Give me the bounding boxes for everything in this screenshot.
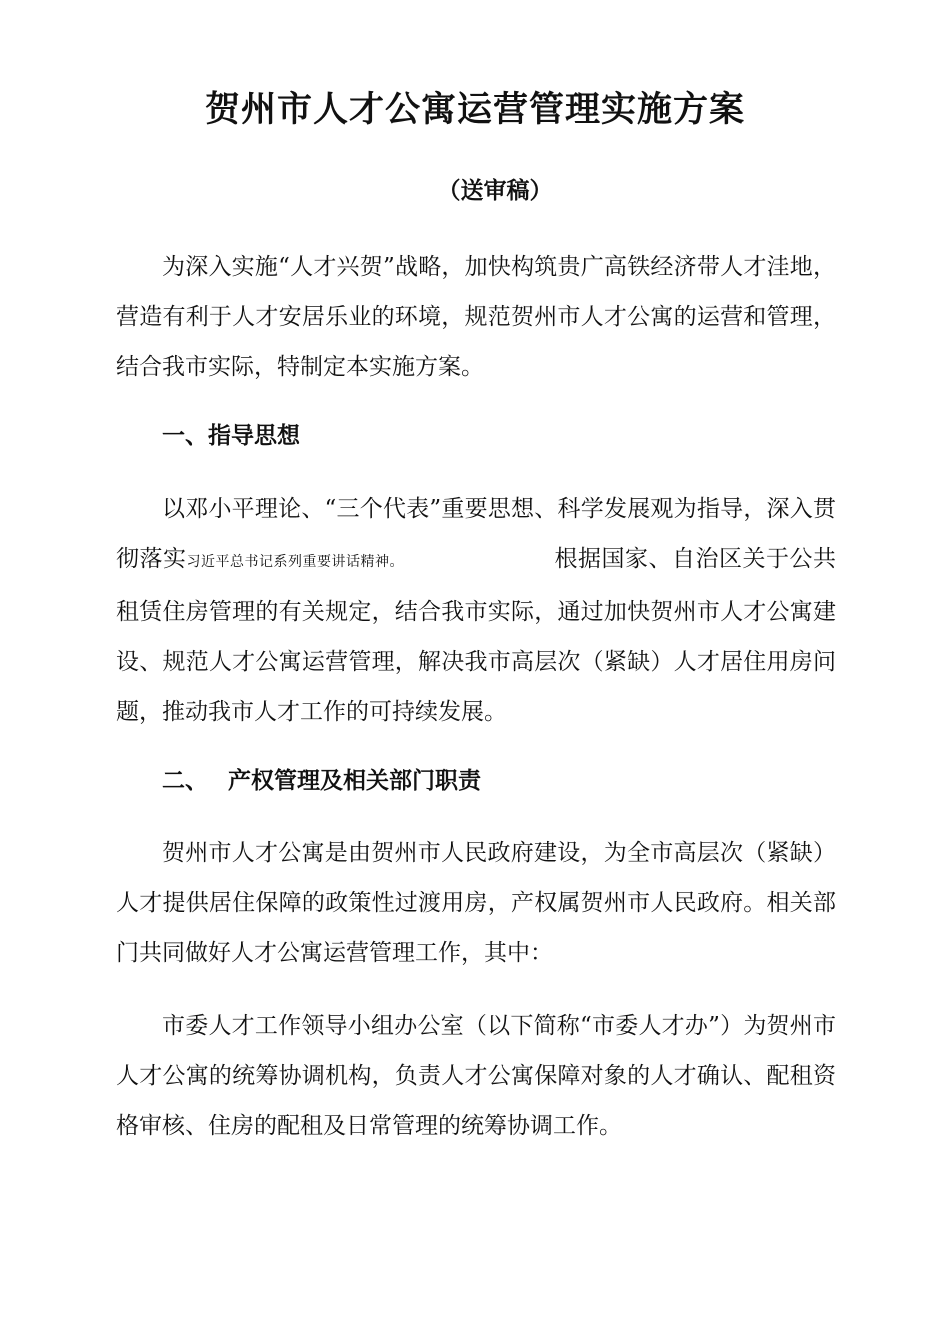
section2-paragraph-1: 贺州市人才公寓是由贺州市人民政府建设，为全市高层次（紧缺）人才提供居住保障的政策性过渡用房，产权属贺州市人民政府。相关部门共同做好人才公寓运营管理工作，其中： bbox=[116, 840, 836, 966]
section2-paragraph-2: 市委人才工作领导小组办公室（以下简称“市委人才办”）为贺州市人才公寓的统筹协调机构，负责人才公寓保障对象的人才确认、配租资格审核、住房的配租及日常管理的统筹协调工作。 bbox=[116, 1013, 836, 1139]
section1-para-lead: 以邓小平理论、“三个代表”重要思想、科学发展观为指导，深入贯彻落实 bbox=[116, 496, 836, 572]
section2-heading bbox=[162, 761, 481, 801]
document-subtitle: （送审稿） bbox=[437, 177, 553, 204]
section1-para-small: 习近平总书记系列重要讲话精神。 bbox=[186, 554, 404, 570]
section1-para-rest: 根据国家、自治区关于公共租赁住房管理的有关规定，结合我市实际，通过加快贺州市人才公寓建设、规范人才公寓运营管理，解决我市高层次（紧缺）人才居住用房问题，推动我市人才工作的可持续发展。 bbox=[116, 546, 836, 725]
section1-heading: 一、指导思想 bbox=[162, 422, 300, 449]
intro-paragraph: 为深入实施“人才兴贺”战略，加快构筑贵广高铁经济带人才洼地，营造有利于人才安居乐业的环境，规范贺州市人才公寓的运营和管理，结合我市实际，特制定本实施方案。 bbox=[116, 254, 836, 380]
section1-paragraph bbox=[116, 484, 836, 737]
document-title: 贺州市人才公寓运营管理实施方案 bbox=[204, 89, 745, 130]
section2-heading-num: 二、 bbox=[162, 767, 208, 794]
section2-heading-text: 产权管理及相关部门职责 bbox=[228, 767, 481, 794]
